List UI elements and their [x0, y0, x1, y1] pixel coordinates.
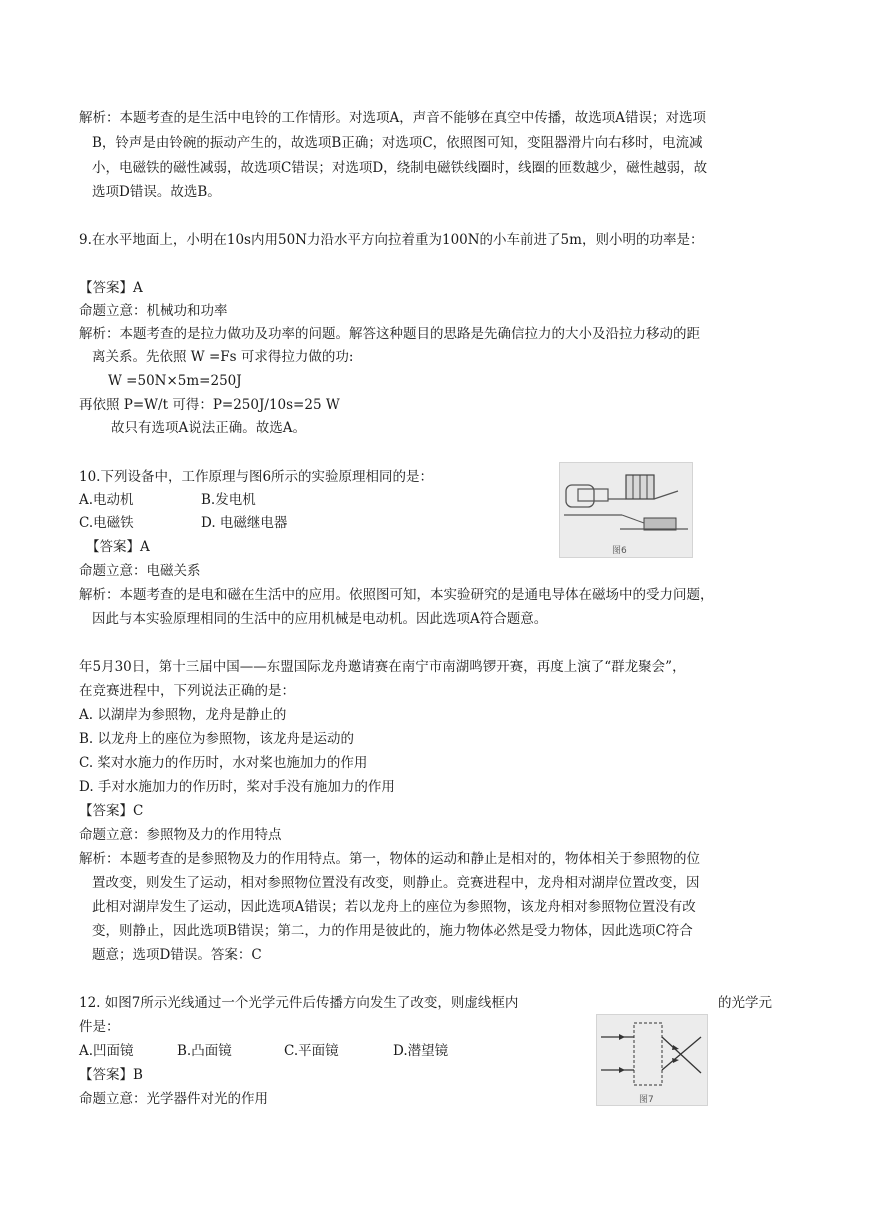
q11-option-d: D. 手对水施加力的作历时，桨对手没有施加力的作用 [79, 779, 395, 795]
q9-question: 9.在水平地面上，小明在10s内用50N力沿水平方向拉着重为100N的小车前进了5m，则小明的功率是： [79, 232, 704, 248]
q8-analysis-line-4: 选项D错误。故选B。 [92, 184, 221, 200]
figure-6-caption: 图6 [612, 546, 627, 556]
q10-topic: 命题立意：电磁关系 [79, 563, 201, 579]
q11-analysis-line-4: 变，则静止，因此选项B错误；第二，力的作用是彼此的，施力物体必然是受力物体，因此选项C符合 [92, 923, 693, 939]
figure-7-optics [596, 1014, 708, 1106]
q10-answer: 【答案】A [86, 539, 150, 555]
q12-question-part-2: 的光学元 [718, 995, 772, 1011]
q10-option-b: B.发电机 [201, 492, 256, 508]
q9-answer: 【答案】A [79, 280, 143, 296]
q9-topic: 命题立意：机械功和功率 [79, 303, 228, 319]
q11-analysis-line-3: 此相对湖岸发生了运动，因此选项A错误；若以龙舟上的座位为参照物，该龙舟相对参照物位置没有改 [92, 899, 696, 915]
q11-option-a: A. 以湖岸为参照物，龙舟是静止的 [79, 707, 287, 723]
q11-analysis-line-2: 置改变，则发生了运动，相对参照物位置没有改变，则静止。竞赛进程中，龙舟相对湖岸位置改变，因 [92, 875, 700, 891]
q12-question-part-3: 件是： [79, 1019, 120, 1035]
q12-option-a: A.凹面镜 [79, 1043, 134, 1059]
q10-analysis-line-1: 解析：本题考查的是电和磁在生活中的应用。依照图可知，本实验研究的是通电导体在磁场中的受力问题， [79, 587, 714, 603]
q11-analysis-line-1: 解析：本题考查的是参照物及力的作用特点。第一，物体的运动和静止是相对的，物体相关于参照物的位 [79, 851, 700, 867]
q11-option-c: C. 桨对水施力的作历时，水对桨也施加力的作用 [79, 755, 368, 771]
q8-analysis-line-3: 小，电磁铁的磁性减弱，故选项C错误；对选项D，绕制电磁铁线圈时，线圈的匝数越少，磁性越弱，故 [92, 160, 708, 176]
q12-answer: 【答案】B [79, 1067, 143, 1083]
q10-analysis-line-2: 因此与本实验原理相同的生活中的应用机械是电动机。因此选项A符合题意。 [92, 611, 548, 627]
figure-6-motor-experiment [559, 462, 693, 558]
q8-analysis-line-1: 解析：本题考查的是生活中电铃的工作情形。对选项A，声音不能够在真空中传播，故选项A错误；对选项 [79, 110, 706, 126]
q9-analysis-line-4: 再依照 P=W/t 可得：P=250J/10s=25 W [79, 397, 340, 413]
q8-analysis-line-2: B，铃声是由铃碗的振动产生的，故选项B正确；对选项C，依照图可知，变阻器滑片向右移时，电流减 [92, 135, 703, 151]
q12-option-c: C.平面镜 [284, 1043, 339, 1059]
q9-analysis-line-5: 故只有选项A说法正确。故选A。 [111, 420, 306, 436]
q9-analysis-line-3: W =50N×5m=250J [108, 373, 242, 389]
q11-question-line-1: 年5月30日，第十三届中国——东盟国际龙舟邀请赛在南宁市南湖鸣锣开赛，再度上演了“群龙聚会”， [79, 659, 686, 675]
q9-analysis-line-2: 离关系。先依照 W =Fs 可求得拉力做的功: [92, 349, 354, 365]
q12-option-b: B.凸面镜 [177, 1043, 232, 1059]
q10-option-c: C.电磁铁 [79, 515, 134, 531]
q11-answer: 【答案】C [79, 803, 144, 819]
q9-analysis-line-1: 解析：本题考查的是拉力做功及功率的问题。解答这种题目的思路是先确信拉力的大小及沿拉力移动的距 [79, 326, 700, 342]
figure-7-caption: 图7 [639, 1095, 654, 1105]
q12-topic: 命题立意：光学器件对光的作用 [79, 1091, 268, 1107]
q11-question-line-2: 在竞赛进程中，下列说法正确的是： [79, 683, 295, 699]
q11-analysis-line-5: 题意；选项D错误。答案：C [92, 947, 262, 963]
q10-question: 10.下列设备中，工作原理与图6所示的实验原理相同的是： [79, 469, 434, 485]
q12-question-part-1: 12. 如图7所示光线通过一个光学元件后传播方向发生了改变，则虚线框内 [79, 995, 519, 1011]
q11-option-b: B. 以龙舟上的座位为参照物，该龙舟是运动的 [79, 731, 355, 747]
q10-option-d: D. 电磁继电器 [201, 515, 288, 531]
q10-option-a: A.电动机 [79, 492, 134, 508]
q12-option-d: D.潜望镜 [393, 1043, 449, 1059]
q11-topic: 命题立意：参照物及力的作用特点 [79, 827, 282, 843]
